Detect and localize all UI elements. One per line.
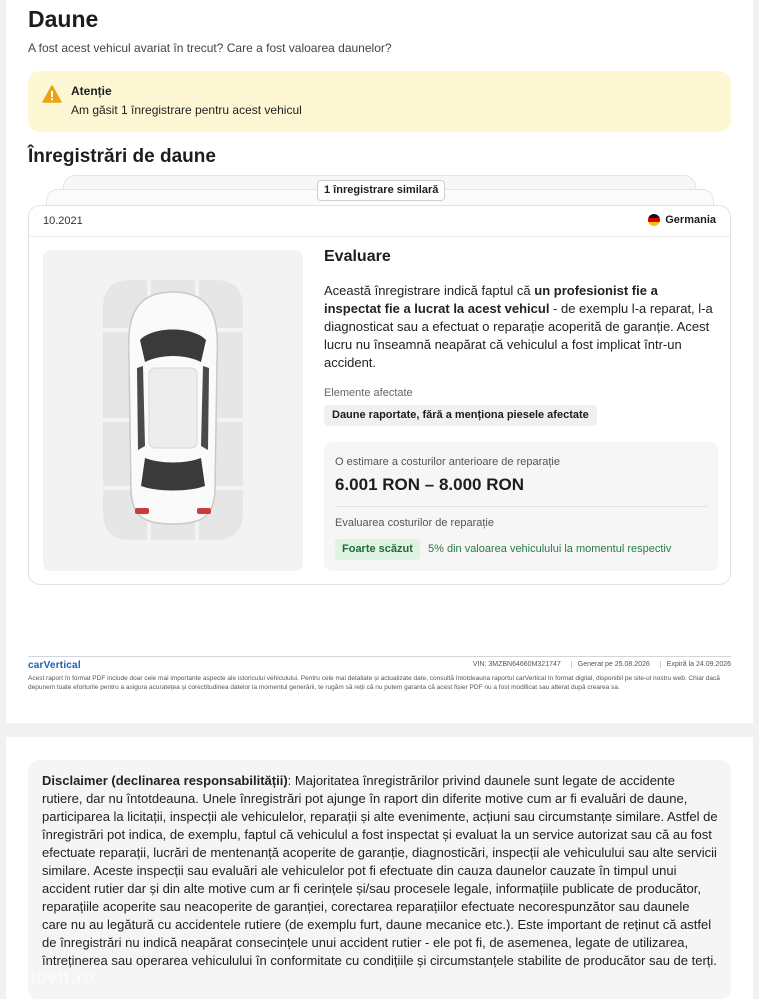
footer-expires: Expiră la 24.09.2026 — [660, 661, 731, 668]
watermark-logo: autovit.ro — [8, 968, 96, 987]
evaluation-title: Evaluare — [324, 248, 391, 265]
cost-assessment-label: Evaluarea costurilor de reparație — [335, 517, 494, 529]
warning-icon — [42, 85, 62, 103]
report-page-2 — [6, 737, 753, 999]
alert-title: Atenție — [71, 84, 112, 98]
record-date: 10.2021 — [43, 215, 83, 227]
damage-records-title: Înregistrări de daune — [28, 146, 216, 167]
footer-meta — [473, 661, 731, 668]
disclaimer-text — [42, 772, 718, 970]
attention-alert — [28, 71, 731, 132]
card-divider — [29, 236, 730, 237]
cost-estimate-value: 6.001 RON – 8.000 RON — [335, 475, 524, 494]
affected-elements-label: Elemente afectate — [324, 387, 413, 399]
evaluation-text-start: Această înregistrare indică faptul că — [324, 283, 535, 298]
cost-divider — [335, 506, 707, 507]
disclaimer-label: Disclaimer (declinarea responsabilității) — [42, 773, 288, 788]
evaluation-text-bold: un profesionist fie a inspectat fie a lucrat la acest vehicul — [324, 283, 658, 316]
cost-assessment-text: 5% din valoarea vehiculului la momentul respectiv — [428, 543, 672, 555]
evaluation-text-end: - de exemplu l-a reparat, l-a diagnosticat sau a efectuat o reparație acoperită de garanție. Acest lucru nu înseamnă neapărat că vehiculul a fost implicat într-un accident. — [324, 301, 713, 370]
germany-flag-icon — [648, 214, 660, 226]
footer-note: Acest raport în format PDF include doar cele mai importante aspecte ale istoricului vehiculului. Pentru cele mai detaliate și actualizate date, consultă întotdeauna raportul carVertical în format digital, disponibil pe site-ul nostru web. Chiar dacă depunem toate eforturile pentru a asigura acuratețea și corectitudinea datelor la momentul generării, te rugăm să reții că nu putem garanta că acest fișier PDF nu a fost modificat sau alterat după crearea sa. — [28, 675, 720, 691]
car-diagram — [43, 250, 303, 571]
repair-cost-box — [324, 442, 718, 571]
disclaimer-body: : Majoritatea înregistrărilor privind daunele sunt legate de accidente rutiere, dar nu întotdeauna. Unele înregistrări pot ajunge în raport din diferite motive cum ar fi evaluări de daune, participarea la licitații, inspecții ale vehiculelor, reparații și alte evenimente, acțiuni sau circumstanțe similare. Astfel de înregistrări pot indica, de exemplu, faptul că vehiculul a fost inspectat și evaluat la un service autorizat sau că au fost efectuate reparații, lucrări de mentenanță acoperite de garanție, diagnosticări, inspecții ale vehiculului sau alte servicii similare. Aceste inspecții sau evaluări ale vehiculelor pot fi efectuate din cauza daunelor cauzate în timpul unui accident rutier dar și din alte motive cum ar fi cerințele și/sau procesele legale, informațiile publicate de producător, reparațiile acoperite sau neacoperite de garanției, corectarea reparațiilor efectuate necorespunzător sau daunele care nu au legătură cu accidentele rutiere (de exemplu furt, daune mecanice etc.). Este important de reținut că astfel de înregistrări nu indică neapărat consecințele unui accident rutier - ele pot fi, de asemenea, legate de utilizarea, întreținerea sau operarea vehiculului în conformitate cu condițiile și circumstanțele stabilite de producător sau de terți. — [42, 773, 718, 968]
footer-vin: VIN: 3MZBN64660M321747 — [472, 661, 561, 668]
record-country — [648, 214, 716, 226]
affected-elements-chip: Daune raportate, fără a menționa piesele afectate — [324, 405, 597, 426]
page-title: Daune — [28, 6, 99, 32]
cost-assessment-badge: Foarte scăzut — [335, 539, 420, 560]
car-top-view-icon — [43, 250, 303, 571]
carvertical-logo: carVertical — [28, 660, 81, 671]
alert-text: Am găsit 1 înregistrare pentru acest vehicul — [71, 103, 302, 117]
disclaimer-box — [28, 760, 731, 999]
report-page — [6, 0, 753, 723]
evaluation-text — [324, 282, 718, 372]
similar-records-badge[interactable]: 1 înregistrare similară — [317, 180, 445, 201]
page-subtitle: A fost acest vehicul avariat în trecut? Care a fost valoarea daunelor? — [28, 41, 392, 55]
damage-record-card — [28, 205, 731, 585]
footer-divider — [28, 656, 731, 657]
footer-generated: Generat pe 25.08.2026 — [571, 661, 650, 668]
cost-estimate-label: O estimare a costurilor anterioare de reparație — [335, 456, 560, 468]
country-name: Germania — [665, 214, 716, 226]
